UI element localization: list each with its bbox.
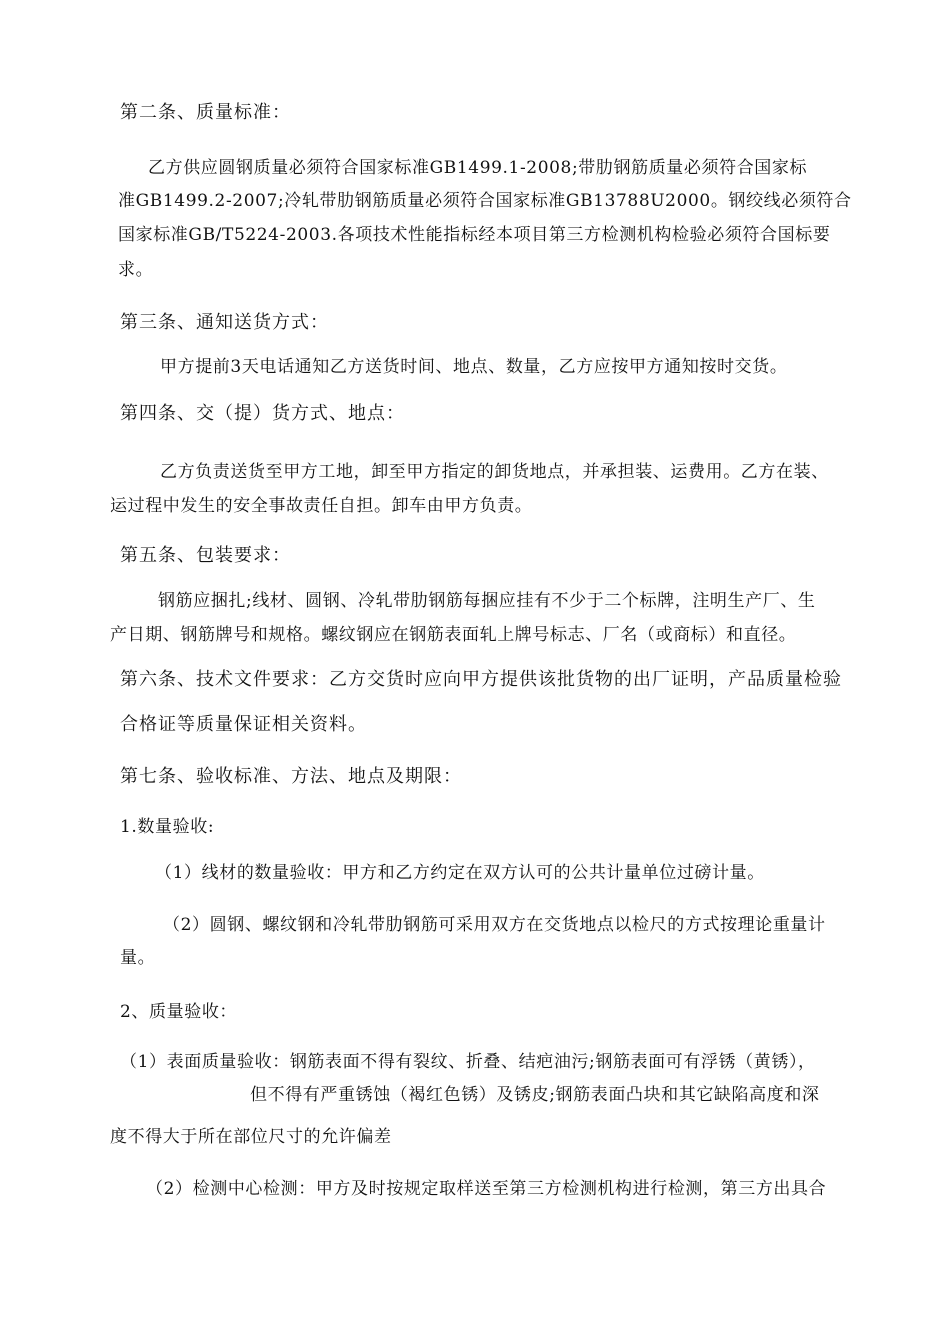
article-5-heading: 第五条、包装要求：: [120, 545, 291, 566]
article-7-heading: 第七条、验收标准、方法、地点及期限：: [120, 766, 462, 787]
article-7-item-2-1-line-3: 度不得大于所在部位尺寸的允许偏差: [110, 1127, 392, 1147]
article-2-paragraph-line-2: 准GB1499.2-2007;冷轧带肋钢筋质量必须符合国家标准GB13788U2000。钢绞线必须符合: [118, 191, 852, 211]
article-2-paragraph-line-3: 国家标准GB/T5224-2003.各项技术性能指标经本项目第三方检测机构检验必须符合国标要: [118, 225, 831, 245]
article-6-paragraph-line-2: 合格证等质量保证相关资料。: [120, 714, 367, 735]
article-4-paragraph-line-1: 乙方负责送货至甲方工地，卸至甲方指定的卸货地点，并承担装、运费用。乙方在装、: [160, 462, 829, 482]
article-7-item-2-1-line-2: 但不得有严重锈蚀（褐红色锈）及锈皮;钢筋表面凸块和其它缺陷高度和深: [250, 1085, 820, 1105]
article-7-item-2-heading: 2、质量验收：: [120, 1002, 238, 1022]
article-7-item-2-2-line-1: （2）检测中心检测：甲方及时按规定取样送至第三方检测机构进行检测，第三方出具合: [146, 1179, 827, 1199]
article-7-item-1-1: （1）线材的数量验收：甲方和乙方约定在双方认可的公共计量单位过磅计量。: [155, 863, 765, 883]
article-4-heading: 第四条、交（提）货方式、地点：: [120, 403, 405, 424]
article-5-paragraph-line-1: 钢筋应捆扎;线材、圆钢、冷轧带肋钢筋每捆应挂有不少于二个标牌，注明生产厂、生: [158, 591, 816, 611]
article-5-paragraph-line-2: 产日期、钢筋牌号和规格。螺纹钢应在钢筋表面轧上牌号标志、厂名（或商标）和直径。: [110, 625, 797, 645]
article-4-paragraph-line-2: 运过程中发生的安全事故责任自担。卸车由甲方负责。: [110, 496, 533, 516]
article-3-heading: 第三条、通知送货方式：: [120, 312, 329, 333]
article-2-paragraph-line-4: 求。: [118, 260, 154, 280]
article-2-paragraph-line-1: 乙方供应圆钢质量必须符合国家标准GB1499.1-2008;带肋钢筋质量必须符合国家标: [148, 158, 808, 178]
article-7-item-1-heading: 1.数量验收:: [120, 817, 215, 837]
article-2-heading: 第二条、质量标准：: [120, 102, 291, 123]
article-7-item-2-1-line-1: （1）表面质量验收：钢筋表面不得有裂纹、折叠、结疤油污;钢筋表面可有浮锈（黄锈），: [120, 1052, 816, 1072]
article-3-paragraph: 甲方提前3天电话通知乙方送货时间、地点、数量，乙方应按甲方通知按时交货。: [160, 357, 788, 377]
article-7-item-1-2-line-1: （2）圆钢、螺纹钢和冷轧带肋钢筋可采用双方在交货地点以检尺的方式按理论重量计: [163, 915, 826, 935]
article-6-paragraph-line-1: 第六条、技术文件要求：乙方交货时应向甲方提供该批货物的出厂证明，产品质量检验: [120, 669, 842, 690]
article-7-item-1-2-line-2: 量。: [120, 948, 156, 968]
